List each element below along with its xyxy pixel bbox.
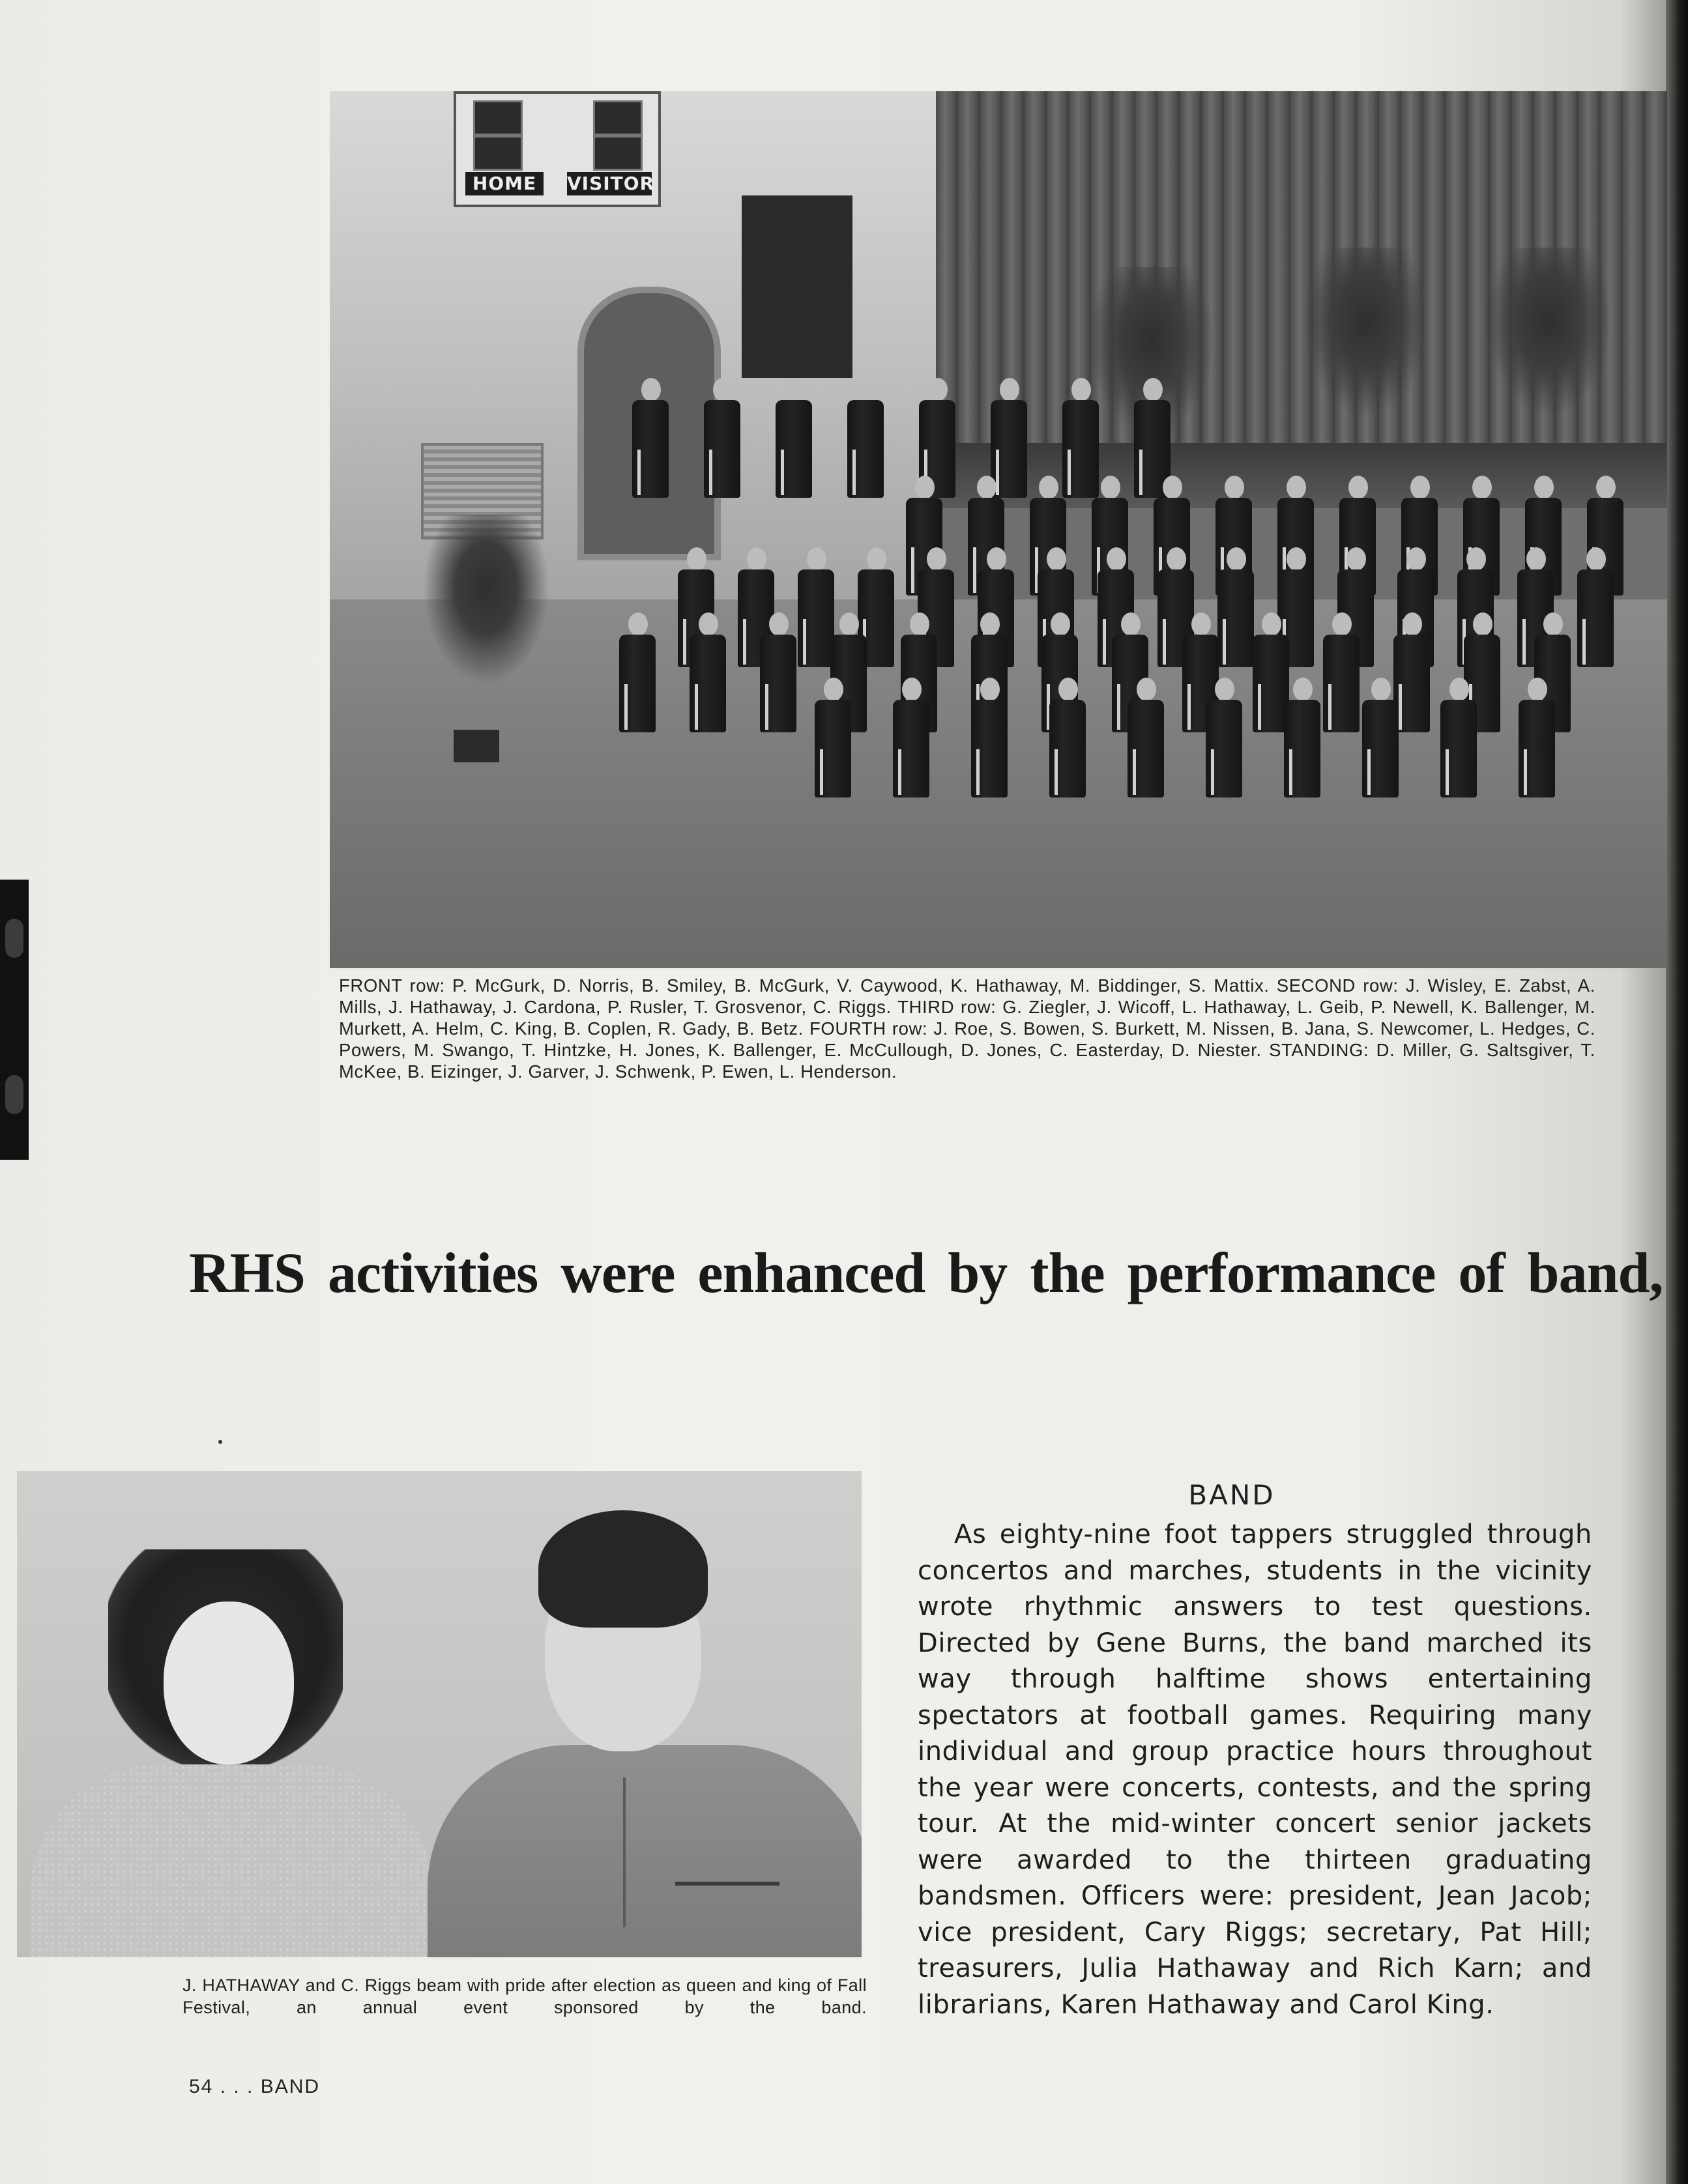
shirt-pocket — [675, 1882, 779, 1886]
band-member — [617, 612, 658, 736]
band-member — [1438, 678, 1479, 801]
member-head — [1528, 678, 1547, 701]
member-head — [1262, 612, 1281, 636]
uniform-stripe — [709, 450, 712, 495]
uniform-stripe — [695, 684, 698, 730]
scoreboard-digits — [473, 136, 523, 171]
uniform-stripe — [624, 684, 628, 730]
member-head — [824, 678, 843, 701]
page-folio: 54 . . . BAND — [189, 2076, 321, 2097]
member-head — [1586, 547, 1606, 571]
uniform-stripe — [1211, 749, 1214, 795]
member-head — [1071, 378, 1091, 401]
member-head — [1473, 612, 1492, 636]
band-member — [1320, 612, 1362, 736]
member-head — [769, 612, 789, 636]
band-roster-caption: FRONT row: P. McGurk, D. Norris, B. Smiley, B. McGurk, V. Caywood, K. Hathaway, M. Biddinger, S. Mattix. SECOND row: J. Wisley, E. Zabst, A. Mills, J. Hathaway, J. Cardona, P. Rusler, T. Grosvenor, C. Riggs. THIRD row: G. Ziegler, J. Wicoff, L. Hathaway, L. Geib, P. Newell, K. Ballenger, M. Murkett, A. Helm, C. King, B. Coplen, R. Gady, B. Betz. FOURTH row: J. Roe, S. Bowen, S. Burkett, M. Nissen, B. Jana, S. Newcomer, L. Hedges, C. Powers, M. Swango, T. Hintzke, H. Jones, K. Ballenger, E. McCullough, D. Jones, C. Easterday, D. Niester. STANDING: D. Miller, G. Saltsgiver, T. McKee, B. Eizinger, J. Garver, J. Schwenk, P. Ewen, L. Henderson. — [339, 975, 1595, 1082]
member-head — [1348, 476, 1368, 499]
member-head — [1526, 547, 1546, 571]
page-edge-shadow — [1666, 0, 1688, 2184]
member-head — [1000, 378, 1019, 401]
member-head — [1543, 612, 1563, 636]
band-member — [1516, 678, 1558, 801]
article-title: BAND — [1188, 1479, 1275, 1511]
member-head — [1107, 547, 1126, 571]
band-member — [701, 378, 743, 502]
member-head — [1293, 678, 1313, 701]
member-head — [807, 547, 826, 571]
page-headline: RHS activities were enhanced by the performance of band, — [189, 1242, 1663, 1305]
scoreboard-digits — [593, 100, 643, 136]
uniform-stripe — [1187, 684, 1191, 730]
member-head — [839, 612, 859, 636]
uniform-stripe — [1103, 619, 1106, 665]
uniform-stripe — [781, 450, 784, 495]
member-head — [1466, 547, 1486, 571]
member-head — [1039, 476, 1058, 499]
uniform-stripe — [1055, 749, 1058, 795]
scoreboard-digits — [473, 100, 523, 136]
member-head — [902, 678, 922, 701]
member-head — [867, 547, 886, 571]
plant-pot — [454, 730, 499, 762]
member-head — [1191, 612, 1211, 636]
uniform-stripe — [1367, 749, 1371, 795]
member-head — [1051, 612, 1070, 636]
member-head — [628, 612, 648, 636]
uniform-stripe — [743, 619, 746, 665]
band-member — [1575, 547, 1616, 671]
member-head — [980, 612, 1000, 636]
member-head — [785, 378, 804, 401]
member-head — [1403, 612, 1422, 636]
band-member — [812, 678, 854, 801]
member-head — [1167, 547, 1186, 571]
festival-royalty-photo — [17, 1471, 862, 1957]
member-head — [1101, 476, 1120, 499]
band-member — [845, 378, 886, 502]
member-head — [1143, 378, 1163, 401]
uniform-stripe — [1163, 619, 1166, 665]
queen-face — [164, 1602, 294, 1764]
member-head — [747, 547, 766, 571]
band-member — [1125, 678, 1167, 801]
uniform-stripe — [1223, 619, 1226, 665]
member-head — [980, 678, 1000, 701]
band-member — [773, 378, 815, 502]
band-member — [1203, 678, 1245, 801]
member-head — [1346, 547, 1366, 571]
member-head — [1058, 678, 1078, 701]
member-head — [1163, 476, 1182, 499]
scoreboard-visitor-label: VISITOR — [567, 173, 655, 194]
band-member — [1281, 678, 1323, 801]
member-head — [987, 547, 1006, 571]
wall-panel — [742, 195, 852, 378]
member-head — [977, 476, 997, 499]
uniform-stripe — [1524, 749, 1527, 795]
uniform-stripe — [1446, 749, 1449, 795]
member-head — [1410, 476, 1430, 499]
uniform-stripe — [803, 619, 806, 665]
uniform-stripe — [852, 450, 856, 495]
member-head — [1596, 476, 1616, 499]
queen-sweater — [30, 1764, 434, 1957]
member-head — [1121, 612, 1141, 636]
member-head — [928, 378, 948, 401]
band-member — [890, 678, 932, 801]
member-head — [1534, 476, 1554, 499]
member-head — [1449, 678, 1469, 701]
member-head — [1287, 476, 1306, 499]
member-head — [641, 378, 661, 401]
palm-plant — [415, 515, 558, 697]
binding-strip — [0, 880, 29, 1160]
member-head — [1287, 547, 1306, 571]
scoreboard-home-label: HOME — [465, 172, 544, 195]
band-member — [1360, 678, 1401, 801]
band-member — [687, 612, 729, 736]
uniform-stripe — [1328, 684, 1331, 730]
uniform-stripe — [976, 749, 980, 795]
uniform-stripe — [898, 749, 901, 795]
scoreboard — [454, 91, 661, 207]
uniform-stripe — [1258, 684, 1261, 730]
uniform-stripe — [911, 547, 914, 593]
king-hair — [538, 1510, 708, 1628]
member-head — [1225, 476, 1244, 499]
member-head — [1332, 612, 1352, 636]
uniform-stripe — [1139, 450, 1142, 495]
uniform-stripe — [1117, 684, 1120, 730]
member-head — [1472, 476, 1492, 499]
uniform-stripe — [1133, 749, 1136, 795]
member-head — [1137, 678, 1156, 701]
uniform-stripe — [637, 450, 641, 495]
band-member — [968, 678, 1010, 801]
member-head — [687, 547, 706, 571]
royalty-caption: J. HATHAWAY and C. Riggs beam with pride after election as queen and king of Fall Festival, an annual event sponsored by the band. — [182, 1976, 867, 2017]
uniform-stripe — [1522, 619, 1526, 665]
uniform-stripe — [820, 749, 823, 795]
king-shirt — [428, 1745, 862, 1957]
band-member — [630, 378, 671, 502]
member-head — [910, 612, 929, 636]
member-head — [915, 476, 935, 499]
uniform-stripe — [1289, 749, 1292, 795]
band-member — [1047, 678, 1088, 801]
member-head — [856, 378, 876, 401]
member-head — [1371, 678, 1391, 701]
member-head — [1215, 678, 1234, 701]
article-body: As eighty-nine foot tappers struggled through concertos and marches, students in the vicinity wrote rhythmic answers to test questions. Directed by Gene Burns, the band marched its way through halftime shows entertaining spectators at football games. Requiring many individual and group practice hours throughout the year were concerts, contests, and the spring tour. At the mid-winter concert senior jackets were awarded to the thirteen graduating bandsmen. Officers were: president, Jean Jacob; vice president, Cary Riggs; secretary, Pat Hill; treasurers, Julia Hathaway and Rich Karn; and librarians, Karen Hathaway and Carol King. — [918, 1519, 1592, 2020]
uniform-stripe — [765, 684, 768, 730]
print-speck — [218, 1440, 222, 1444]
member-head — [699, 612, 718, 636]
member-head — [1227, 547, 1246, 571]
member-head — [1047, 547, 1066, 571]
band-members — [577, 378, 1653, 899]
uniform-stripe — [683, 619, 686, 665]
member-head — [713, 378, 733, 401]
uniform-stripe — [1582, 619, 1586, 665]
member-head — [1406, 547, 1426, 571]
scoreboard-digits — [593, 136, 643, 171]
member-head — [927, 547, 946, 571]
shirt-placket — [623, 1777, 626, 1927]
band-group-photo — [330, 91, 1667, 968]
band-member — [757, 612, 799, 736]
